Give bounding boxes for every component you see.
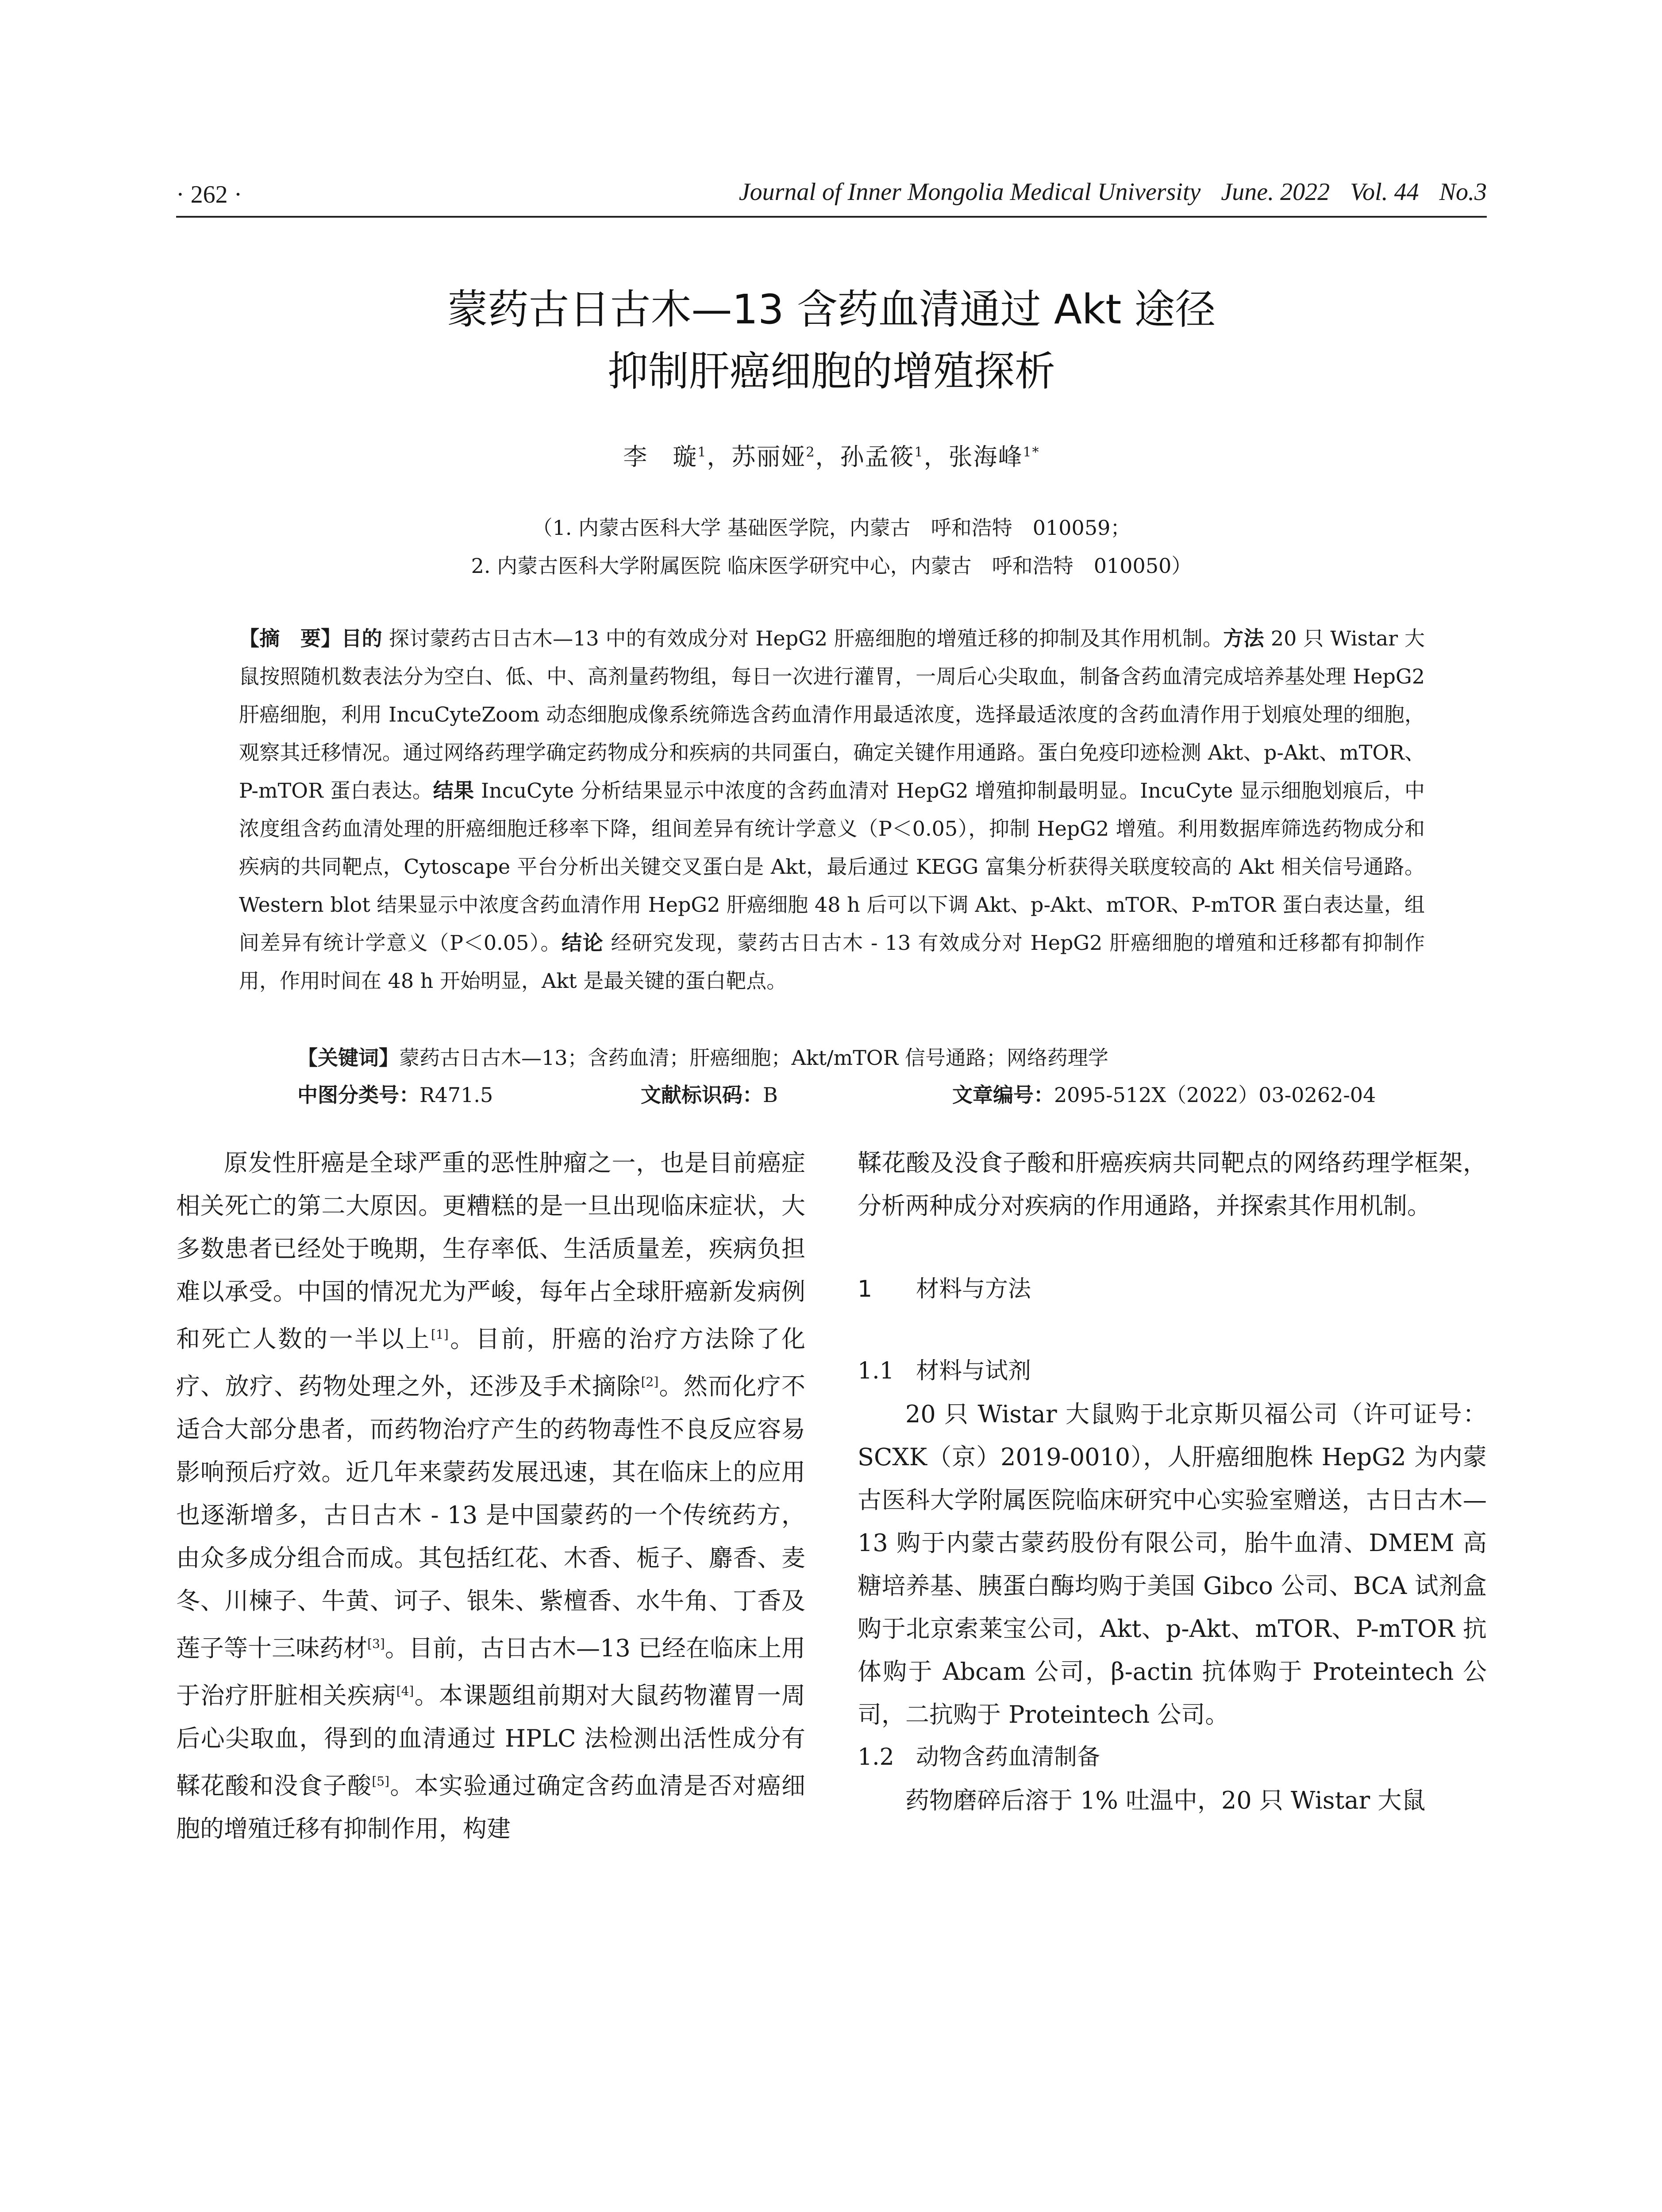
affiliation-line-2: 2. 内蒙古医科大学附属医院 临床医学研究中心，内蒙古 呼和浩特 010050） xyxy=(471,554,1192,578)
clc-value: R471.5 xyxy=(419,1083,493,1107)
subsection-heading xyxy=(858,1350,1487,1393)
intro-text: 。目前，肝癌的治疗方法除了化疗、放疗、药物处理之外，还涉及手术摘除 xyxy=(176,1325,806,1400)
classification-line xyxy=(297,1076,1425,1114)
author-list: 李 璇$^1$，苏丽娅$^2$，孙孟筱$^1$，张海峰$^{1*}$ xyxy=(623,443,1040,471)
affiliations xyxy=(176,509,1487,585)
author-affil-mark: 1* xyxy=(1023,445,1040,460)
body-column-right xyxy=(858,1141,1487,1822)
subsection-number: 1.1 xyxy=(858,1358,894,1384)
article-number xyxy=(952,1076,1376,1114)
conclusion-label: 结论 xyxy=(562,931,604,955)
author-affil-mark: 1 xyxy=(697,445,707,460)
keywords-text: 蒙药古日古木—13；含药血清；肝癌细胞；Akt/mTOR 信号通路；网络药理学 xyxy=(399,1046,1108,1070)
intro-text: 。然而化疗不适合大部分患者，而药物治疗产生的药物毒性不良反应容易影响预后疗效。近几年来蒙药发展迅速，其在临床上的应用也逐渐增多，古日古木 - 13 是中国蒙药的一个传统药方，由众多成分组合而成。其包括红花、木香、栀子、麝香、麦冬、川楝子、牛黄、诃子、银朱、紫檀香、水牛角、丁香及莲子等十三味药材 xyxy=(176,1372,806,1662)
abstract xyxy=(239,619,1425,1000)
citation-ref: [2] xyxy=(641,1375,659,1389)
intro-text: 原发性肝癌是全球严重的恶性肿瘤之一，也是目前癌症相关死亡的第二大原因。更糟糕的是一旦出现临床症状，大多数患者已经处于晚期，生存率低、生活质量差，疾病负担难以承受。中国的情况尤为严峻，每年占全球肝癌新发病例和死亡人数的一半以上 xyxy=(176,1149,805,1353)
methods-label: 方法 xyxy=(1223,626,1264,650)
issue-date: June. 2022 xyxy=(1221,178,1330,206)
subsection-title: 动物含药血清制备 xyxy=(916,1744,1100,1770)
article-label: 文章编号： xyxy=(952,1083,1054,1107)
subsection-title: 材料与试剂 xyxy=(916,1358,1031,1384)
section-title: 材料与方法 xyxy=(916,1276,1031,1302)
running-header xyxy=(739,178,1487,206)
subsection-number: 1.2 xyxy=(858,1744,894,1770)
intro-text: 。本课题组前期对大鼠药物灌胃一周后心尖取血，得到的血清通过 HPLC 法检测出活性成分有鞣花酸和没食子酸 xyxy=(176,1682,806,1800)
serum-paragraph: 药物磨碎后溶于 1% 吐温中，20 只 Wistar 大鼠 xyxy=(905,1786,1426,1814)
intro-paragraph xyxy=(176,1141,805,1850)
author-affil-mark: 1 xyxy=(914,445,924,460)
clc-number xyxy=(297,1076,493,1114)
affiliation-line-1: （1. 内蒙古医科大学 基础医学院，内蒙古 呼和浩特 010059； xyxy=(532,516,1131,540)
section-number: 1 xyxy=(858,1276,873,1302)
methods-text: 20 只 Wistar 大鼠按照随机数表法分为空白、低、中、高剂量药物组，每日一次进行灌胃，一周后心尖取血，制备含药血清完成培养基处理 HepG2 肝癌细胞，利用 IncuCyteZoom 动态细胞成像系统筛选含药血清作用最适浓度，选择最适浓度的含药血清作用于划痕处理的细胞，观察其迁移情况。通过网络药理学确定药物成分和疾病的共同蛋白，确定关键作用通路。蛋白免疫印迹检测 Akt、p-Akt、mTOR、P-mTOR 蛋白表达。 xyxy=(239,626,1425,803)
citation-ref: [3] xyxy=(367,1636,385,1651)
objective-text: 探讨蒙药古日古木—13 中的有效成分对 HepG2 肝癌细胞的增殖迁移的抑制及其作用机制。 xyxy=(389,626,1223,650)
materials-paragraph: 20 只 Wistar 大鼠购于北京斯贝福公司（许可证号：SCXK（京）2019-0010），人肝癌细胞株 HepG2 为内蒙古医科大学附属医院临床研究中心实验室赠送，古日古木—13 购于内蒙古蒙药股份有限公司，胎牛血清、DMEM 高糖培养基、胰蛋白酶均购于美国 Gibco 公司、BCA 试剂盒购于北京索莱宝公司，Akt、p-Akt、mTOR、P-mTOR 抗体购于 Abcam 公司，β-actin 抗体购于 Proteintech 公司，二抗购于 Proteintech 公司。 xyxy=(858,1400,1487,1728)
article-title xyxy=(176,279,1487,403)
subsection-heading xyxy=(858,1736,1487,1779)
clc-label: 中图分类号： xyxy=(297,1083,419,1107)
results-text: IncuCyte 分析结果显示中浓度的含药血清对 HepG2 增殖抑制最明显。IncuCyte 显示细胞划痕后，中浓度组含药血清处理的肝癌细胞迁移率下降，组间差异有统计学意义（P＜0.05），抑制 HepG2 增殖。利用数据库筛选药物成分和疾病的共同靶点，Cytoscape 平台分析出关键交叉蛋白是 Akt，最后通过 KEGG 富集分析获得关联度较高的 Akt 相关信号通路。Western blot 结果显示中浓度含药血清作用 HepG2 肝癌细胞 48 h 后可以下调 Akt、p-Akt、mTOR、P-mTOR 蛋白表达量，组间差异有统计学意义（P＜0.05）。 xyxy=(239,779,1425,955)
doc-label: 文献标识码： xyxy=(641,1083,763,1107)
citation-ref: [1] xyxy=(431,1327,449,1342)
document-code xyxy=(641,1076,778,1114)
author-name: 苏丽娅 xyxy=(731,443,806,471)
author-name: 孙孟筱 xyxy=(840,443,915,471)
volume: Vol. 44 xyxy=(1350,178,1419,206)
keywords xyxy=(297,1039,1425,1077)
section-heading xyxy=(858,1268,1487,1311)
doc-value: B xyxy=(763,1083,778,1107)
issue-number: No.3 xyxy=(1439,178,1487,206)
page-number: · 262 · xyxy=(176,181,242,208)
intro-text: 。本实验通过确定含药血清是否对癌细胞的增殖迁移有抑制作用，构建 xyxy=(176,1772,806,1843)
conclusion-text: 经研究发现，蒙药古日古木 - 13 有效成分对 HepG2 肝癌细胞的增殖和迁移都有抑制作用，作用时间在 48 h 开始明显，Akt 是最关键的蛋白靶点。 xyxy=(239,931,1425,993)
title-line-2: 抑制肝癌细胞的增殖探析 xyxy=(607,348,1055,395)
author-name: 李 璇 xyxy=(623,443,698,471)
journal-name: Journal of Inner Mongolia Medical University xyxy=(739,178,1201,206)
results-label: 结果 xyxy=(433,779,474,803)
keywords-label: 【关键词】 xyxy=(297,1046,399,1070)
author-affil-mark: 2 xyxy=(806,445,816,460)
citation-ref: [5] xyxy=(372,1774,390,1789)
intro-continuation: 鞣花酸及没食子酸和肝癌疾病共同靶点的网络药理学框架，分析两种成分对疾病的作用通路，并探索其作用机制。 xyxy=(858,1149,1487,1220)
objective-label: 目的 xyxy=(341,626,382,650)
header-rule xyxy=(176,216,1487,218)
intro-text: 。目前，古日古木—13 已经在临床上用于治疗肝脏相关疾病 xyxy=(176,1634,805,1709)
article-value: 2095-512X（2022）03-0262-04 xyxy=(1054,1083,1376,1107)
body-column-left xyxy=(176,1141,805,1850)
citation-ref: [4] xyxy=(396,1684,414,1698)
author-name: 张海峰 xyxy=(948,443,1023,471)
title-line-1: 蒙药古日古木—13 含药血清通过 Akt 途径 xyxy=(447,286,1216,333)
abstract-label: 【摘 要】 xyxy=(239,626,342,650)
